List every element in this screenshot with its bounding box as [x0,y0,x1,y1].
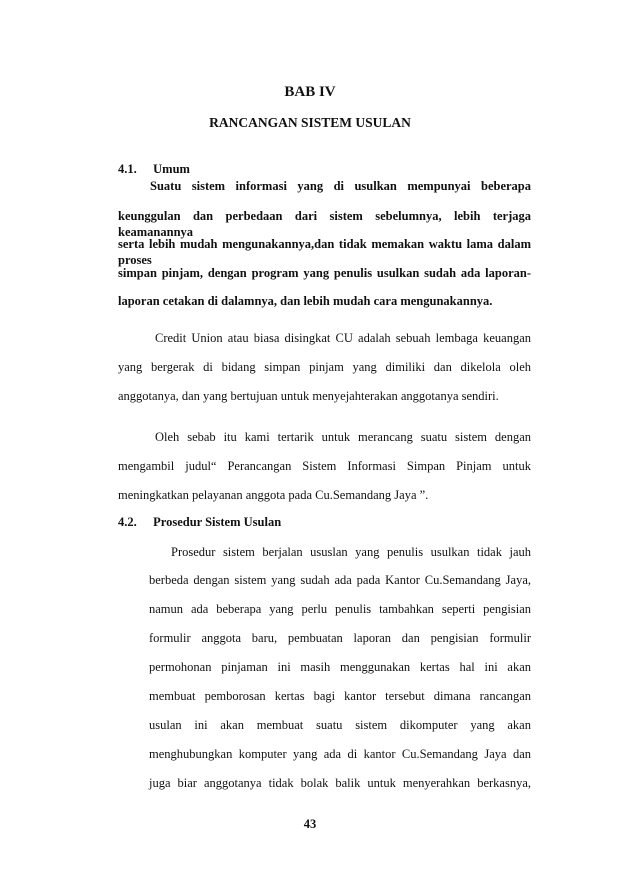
section-number: 4.2. [118,515,137,529]
paragraph-line: membuat pemborosan kertas bagi kantor tersebut dimana rancangan [149,689,531,703]
chapter-heading: BAB IV [284,84,336,100]
paragraph-line: menghubungkan komputer yang ada di kantor Cu.Semandang Jaya dan [149,747,531,761]
paragraph-line: formulir anggota baru, pembuatan laporan dan pengisian formulir [149,631,531,645]
paragraph-line: berbeda dengan sistem yang sudah ada pada Kantor Cu.Semandang Jaya, [149,573,531,587]
paragraph-line: permohonan pinjaman ini masih menggunakan kertas hal ini akan [149,660,531,674]
paragraph-line: laporan cetakan di dalamnya, dan lebih mudah cara mengunakannya. [118,294,493,308]
paragraph-line: namun ada beberapa yang perlu penulis tambahkan seperti pengisian [149,602,531,616]
paragraph-line: serta lebih mudah mengunakannya,dan tidak memakan waktu lama dalam proses [118,237,531,267]
paragraph-line: keunggulan dan perbedaan dari sistem sebelumnya, lebih terjaga keamanannya [118,209,531,239]
section-4-2-heading [118,515,281,530]
paragraph-line: Oleh sebab itu kami tertarik untuk merancang suatu sistem dengan [155,430,531,444]
section-title: Umum [153,162,190,176]
chapter-title: RANCANGAN SISTEM USULAN [209,115,411,130]
section-4-1-heading [118,162,190,177]
paragraph-line: meningkatkan pelayanan anggota pada Cu.Semandang Jaya ”. [118,488,429,502]
paragraph-line: usulan ini akan membuat suatu sistem dikomputer yang akan [149,718,531,732]
paragraph-line: anggotanya, dan yang bertujuan untuk menyejahterakan anggotanya sendiri. [118,389,499,403]
paragraph-line: yang bergerak di bidang simpan pinjam yang dimiliki dan dikelola oleh [118,360,531,374]
page-number: 43 [303,817,317,831]
paragraph-line: Suatu sistem informasi yang di usulkan mempunyai beberapa [150,179,531,193]
paragraph-line: mengambil judul“ Perancangan Sistem Informasi Simpan Pinjam untuk [118,459,531,473]
paragraph-line: simpan pinjam, dengan program yang penulis usulkan sudah ada laporan- [118,266,531,280]
section-title: Prosedur Sistem Usulan [153,515,282,529]
section-number: 4.1. [118,162,137,176]
paragraph-line: juga biar anggotanya tidak bolak balik untuk menyerahkan berkasnya, [149,776,531,790]
paragraph-line: Credit Union atau biasa disingkat CU adalah sebuah lembaga keuangan [155,331,531,345]
paragraph-line: Prosedur sistem berjalan ususlan yang penulis usulkan tidak jauh [171,545,531,559]
